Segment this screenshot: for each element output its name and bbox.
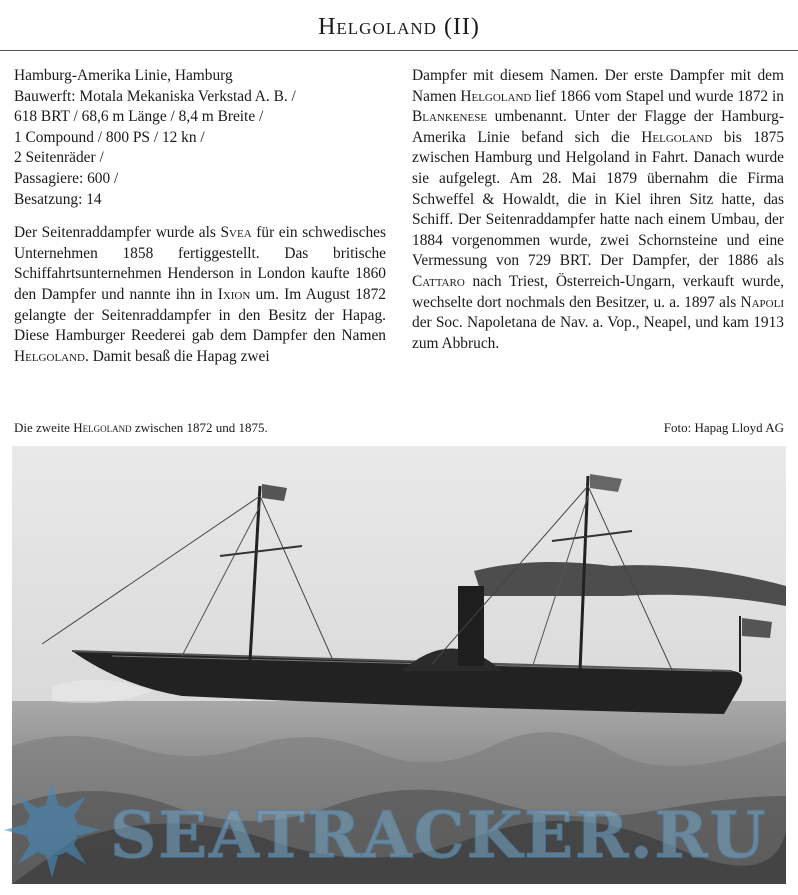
ship-name: Blankenese — [412, 108, 488, 126]
spec-line: Hamburg-Amerika Linie, Hamburg — [14, 67, 233, 84]
history-paragraph-right: Dampfer mit diesem Namen. Der erste Dampfer mit dem Namen Helgoland lief 1866 vom Stapel und wurde 1872 in Blankenese umbenannt. Unter der Flagge der Hamburg-Amerika Linie befand sich die Helgoland bis 1875 zwischen Hamburg und Helgoland in Fahrt. Danach wurde sie aufgelegt. Am 28. Mai 1879 übernahm die Firma Schweffel & Howaldt, die in Kiel ihren Sitz hatte, das Schiff. Der Seitenraddampfer hatte nach einem Umbau, der 1884 vorgenommen wurde, zwei Schornsteine und eine Vermessung von 729 BRT. Der Dampfer, der 1886 als Cattaro nach Triest, Österreich-Ungarn, verkauft wurde, wechselte dort nochmals den Besitzer, u. a. 1897 als Napoli der Soc. Napoletana de Nav. a. Vop., Neapel, und kam 1913 zum Abbruch. — [412, 67, 785, 352]
ship-name: Svea — [220, 224, 252, 242]
left-column — [14, 66, 386, 367]
title-rule — [0, 50, 798, 51]
spec-line: Bauwerft: Motala Mekaniska Verkstad A. B. / — [14, 87, 296, 105]
spec-line: Besatzung: 14 — [14, 190, 102, 208]
ship-specs — [14, 66, 386, 210]
ship-name: Helgoland — [460, 87, 532, 105]
ship-name: Cattaro — [412, 272, 465, 290]
photo-credit: Foto: Hapag Lloyd AG — [663, 420, 784, 435]
spec-line: 2 Seitenräder / — [14, 149, 104, 167]
ship-name: Napoli — [740, 293, 784, 311]
ship-name: Ixion — [217, 285, 251, 303]
photo-caption: Die zweite Helgoland zwischen 1872 und 1875. — [14, 420, 268, 435]
history-paragraph-left: Der Seitenraddampfer wurde als Svea für ein schwedisches Unternehmen 1858 fertiggestellt. Das britische Schiffahrtsunternehmen Henderson in London kaufte 1860 den Dampfer und nannte ihn in Ixion um. Im August 1872 gelangte der Seitenraddampfer in den Besitz der Hapag. Diese Hamburger Reederei gab dem Dampfer den Namen Helgoland. Damit besaß die Hapag zwei — [14, 224, 386, 365]
ship-name: Helgoland — [641, 128, 713, 146]
spec-line: 1 Compound / 800 PS / 12 kn / — [14, 128, 205, 146]
watermark-text: SEATRACKER.RU — [110, 798, 768, 873]
page-title: Helgoland (II) — [318, 14, 480, 40]
ship-name: Helgoland — [14, 347, 85, 365]
spec-line: Passagiere: 600 / — [14, 169, 119, 187]
right-column — [412, 66, 784, 354]
spec-line: 618 BRT / 68,6 m Länge / 8,4 m Breite / — [14, 108, 264, 126]
